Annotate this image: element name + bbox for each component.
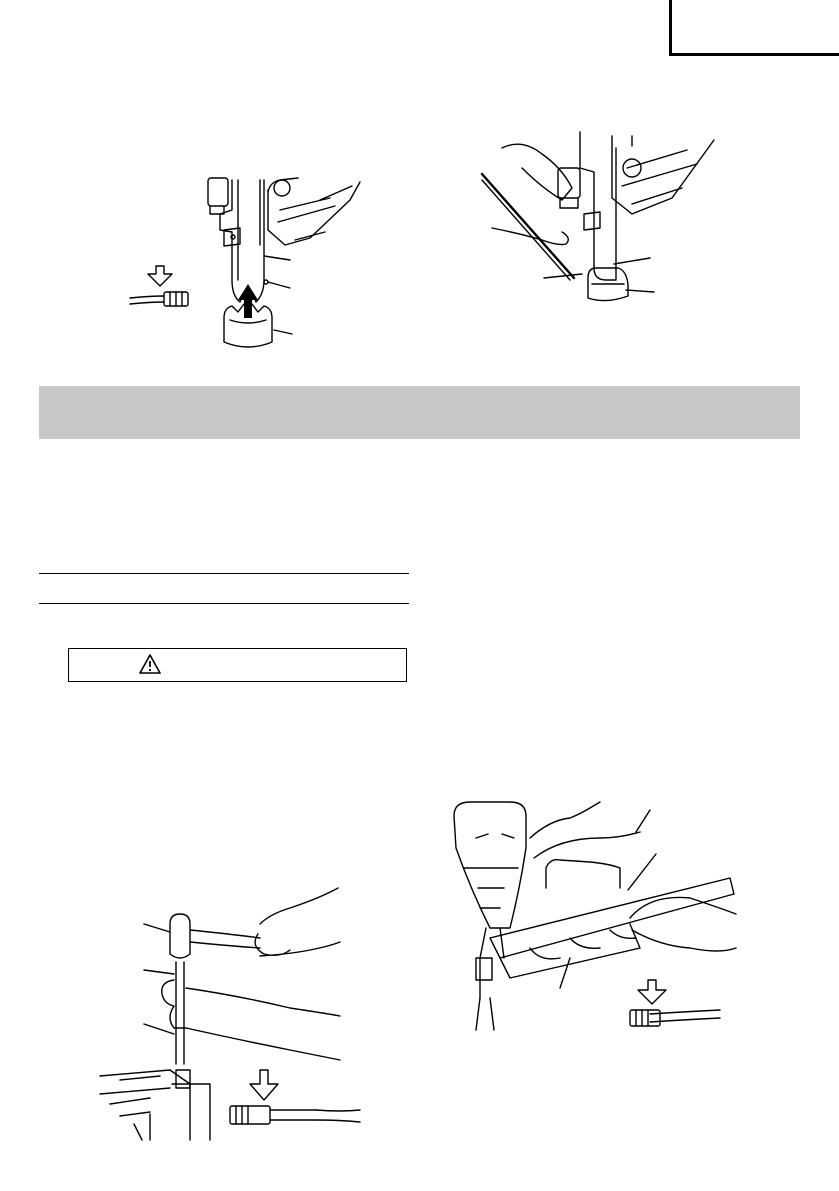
figure-pusher-magazine <box>450 798 750 1030</box>
figure-nose-cap-removal <box>120 170 370 360</box>
figure-nose-cap-screwdriver <box>482 128 722 308</box>
subsection-rule-top <box>39 573 409 574</box>
corner-tab <box>669 0 839 56</box>
warning-box <box>68 648 407 682</box>
figure-hammer-rod <box>90 884 360 1140</box>
subsection-rule-bottom <box>39 603 409 604</box>
warning-triangle-icon <box>139 654 161 674</box>
section-heading-bar <box>39 386 800 439</box>
